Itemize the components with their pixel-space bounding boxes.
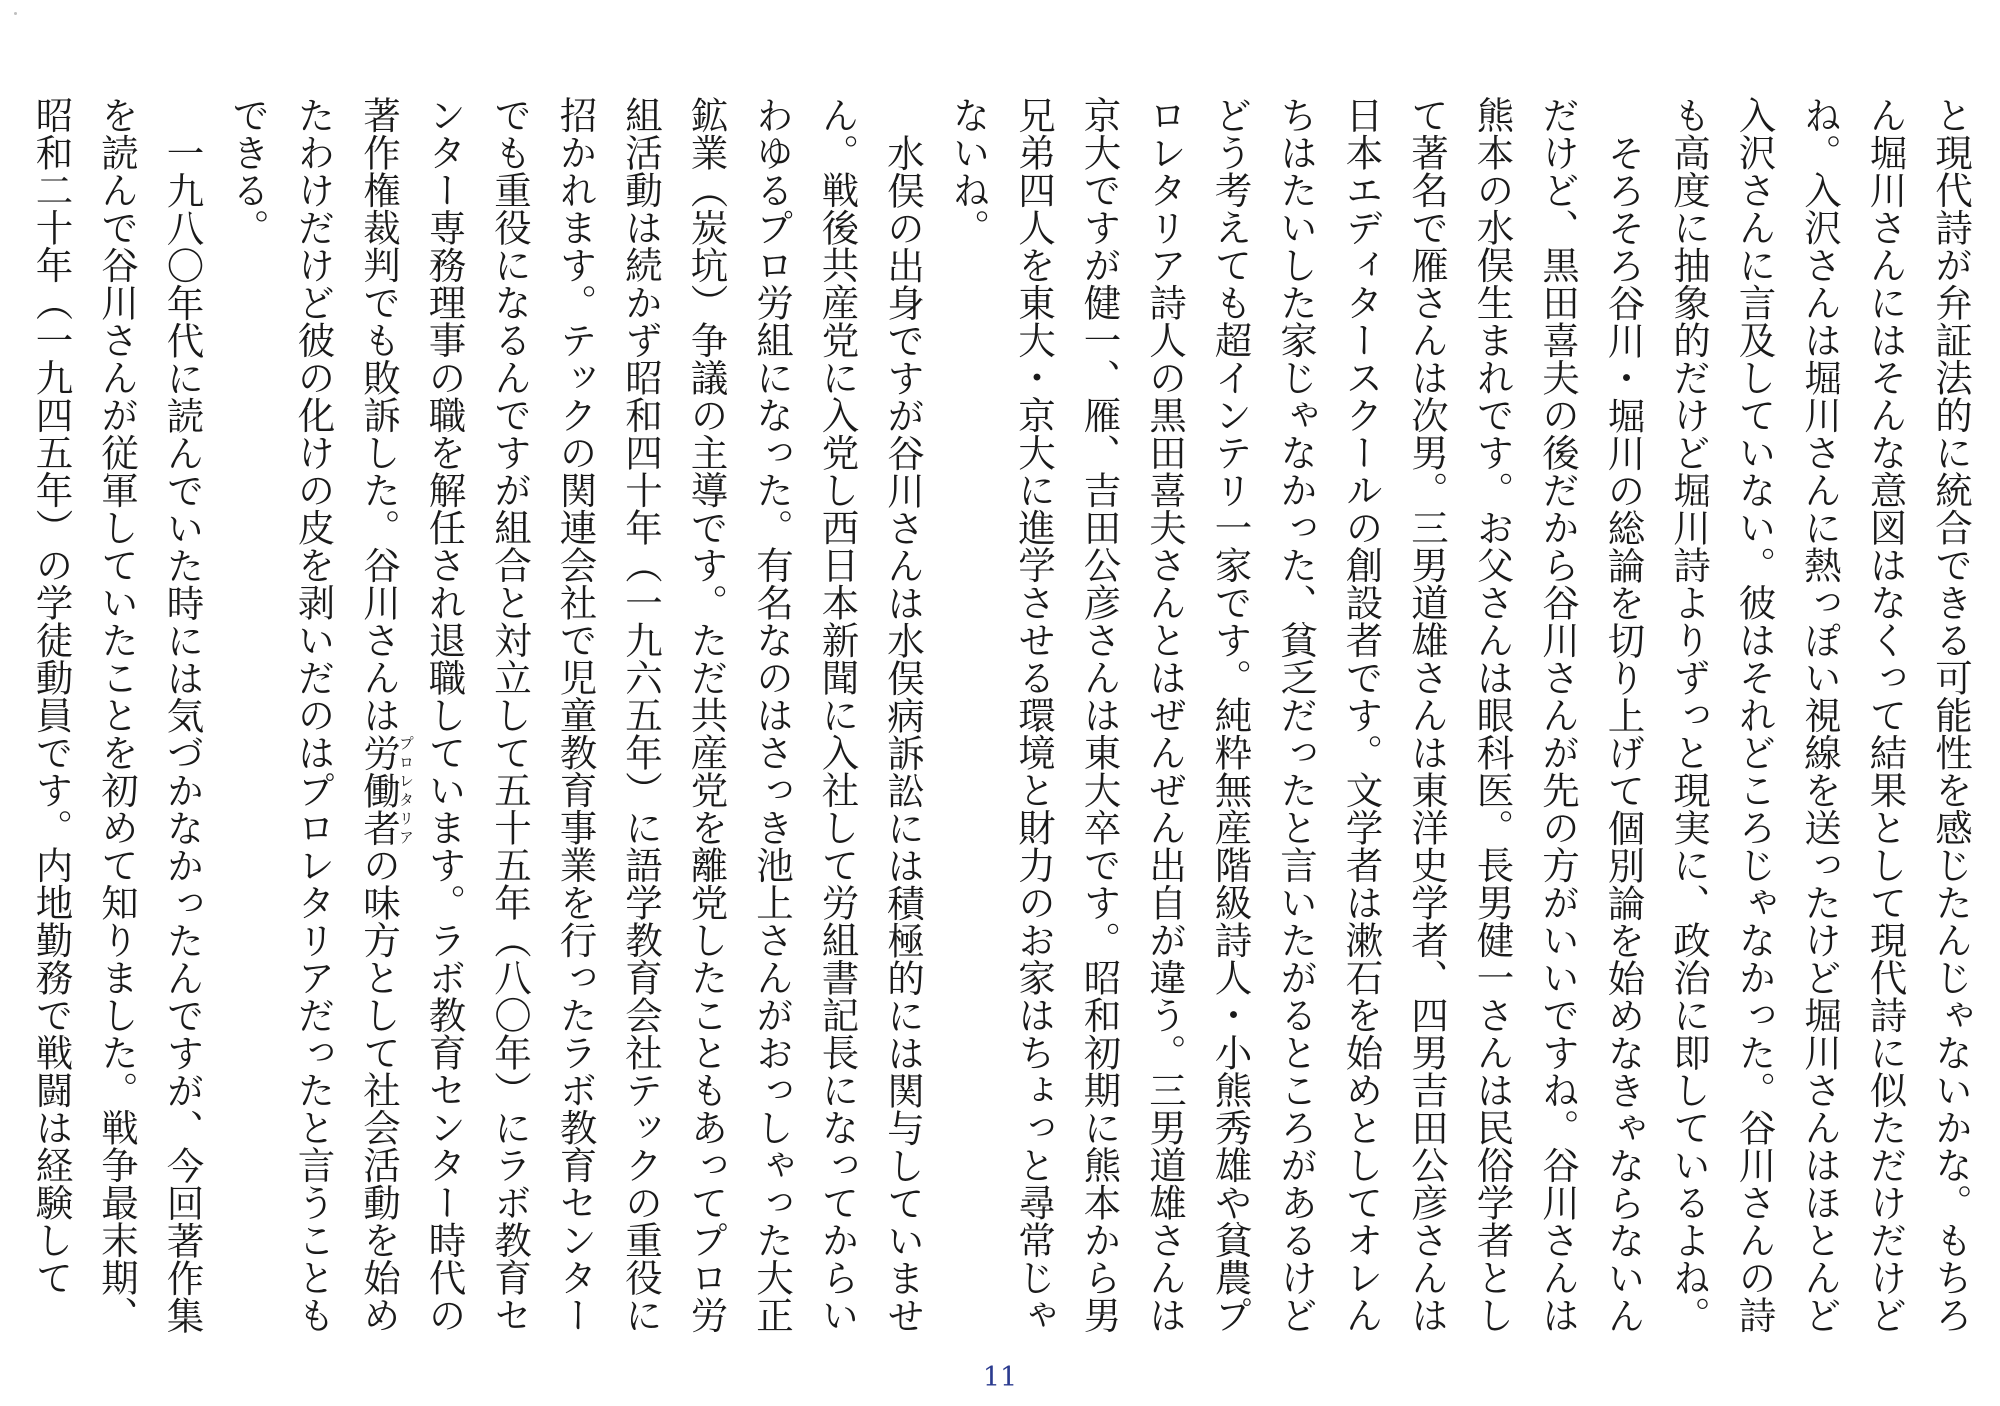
paragraph-1: と現代詩が弁証法的に統合できる可能性を感じたんじゃないかな。もちろん堀川さんにはそんな意図はなくって結果として現代詩に似ただけだけどね。入沢さんは堀川さんに熱っぽい視線を送ったけど堀川さんはほとんど入沢さんに言及していない。彼はそれどころじゃなかった。谷川さんの詩も高度に抽象的だけど堀川詩よりずっと現実に、政治に即しているよね。 xyxy=(1667,96,1973,1334)
corner-mark xyxy=(14,12,17,15)
body-text-area xyxy=(18,96,1982,1356)
paragraph-3-text-after-ruby: の味方として社会活動を始めたわけだけど彼の化けの皮を剥いだのはプロレタリアだったと言うこともできる。 xyxy=(226,96,401,1334)
ruby-base: 労働者 xyxy=(357,733,401,846)
paragraph-3-text-before-ruby: 水俣の出身ですが谷川さんは水俣病訴訟には積極的には関与していません。戦後共産党に入党し西日本新聞に入社して労組書記長になってからいわゆるプロ労組になった。有名なのはさっき池上さんがおっしゃった大正鉱業（炭坑）争議の主導です。ただ共産党を離党したこともあってプロ労組活動は続かず昭和四十年（一九六五年）に語学教育会社テックの重役に招かれます。テックの関連会社で児童教育事業を行ったラボ教育センターでも重役になるんですが組合と対立して五十五年（八〇年）にラボ教育センター専務理事の職を解任され退職しています。ラボ教育センター時代の著作権裁判でも敗訴した。谷川さんは xyxy=(357,96,925,1334)
paragraph-4: 一九八〇年代に読んでいた時には気づかなかったんですが、今回著作集を読んで谷川さんが従軍していたことを初めて知りました。戦争最末期、昭和二十年（一九四五年）の学徒動員です。内地勤務で戦闘は経験して xyxy=(29,96,205,1334)
ruby-reading: プロレタリア xyxy=(397,733,415,846)
paragraph-3 xyxy=(215,96,936,1356)
ruby-annotation xyxy=(357,733,415,847)
paragraph-2: そろそろ谷川・堀川の総論を切り上げて個別論を始めなきゃならないんだけど、黒田喜夫の後だから谷川さんが先の方がいいですね。谷川さんは熊本の水俣生まれです。お父さんは眼科医。長男健一さんは民俗学者として著名で雁さんは次男。三男道雄さんは東洋史学者、四男吉田公彦さんは日本エディタースクールの創設者です。文学者は漱石を始めとしてオレんちはたいした家じゃなかった、貧乏だったと言いたがるところがあるけどどう考えても超インテリ一家です。純粋無産階級詩人・小熊秀雄や貧農プロレタリア詩人の黒田喜夫さんとはぜんぜん出自が違う。三男道雄さんは京大ですが健一、雁、吉田公彦さんは東大卒です。昭和初期に熊本から男兄弟四人を東大・京大に進学させる環境と財力のお家はちょっと尋常じゃないね。 xyxy=(946,96,1646,1334)
page-number: 11 xyxy=(982,1362,1018,1393)
vertical-body-text xyxy=(18,96,1982,1356)
